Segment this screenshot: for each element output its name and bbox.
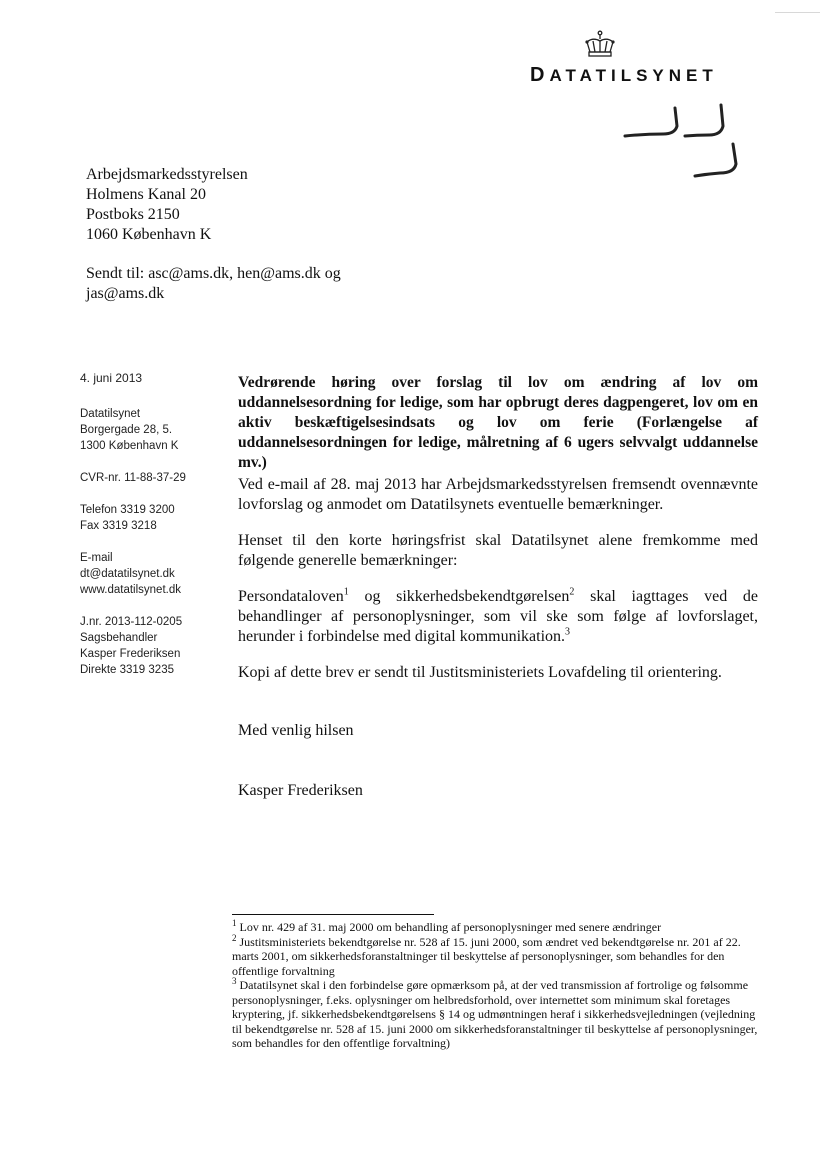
case-handler-name: Kasper Frederiksen	[80, 648, 181, 660]
footnote-ref: 1	[343, 586, 349, 598]
footnotes	[232, 920, 760, 1051]
footnote-number: 3	[232, 976, 237, 986]
footnote-text: Datatilsynet skal i den forbindelse gøre opmærksom på, at der ved transmission af fortrolige og følsomme personoplysninger, f.eks. oplysninger om helbredsforhold, over internettet som minimum skal foretages kryptering, jf. sikkerhedsbekendtgørelsens § 14 og udmøntningen heraf i sikkerhedsvejledningen (vejledning til bekendtgørelse nr. 528 af 15. juni 2000 om sikkerhedsforanstaltninger til beskyttelse af personoplysninger, som behandles for den offentlige forvaltning)	[232, 978, 758, 1050]
footnote	[232, 978, 760, 1051]
brand-marks-icon	[615, 100, 755, 190]
sender-address-line: 1300 København K	[80, 440, 179, 452]
phone-line: Telefon 3319 3200	[80, 504, 175, 516]
body-paragraph: Kopi af dette brev er sendt til Justitsministeriets Lovafdeling til orientering.	[238, 664, 722, 681]
email-address: dt@datatilsynet.dk	[80, 568, 175, 580]
footnote-text: Lov nr. 429 af 31. maj 2000 om behandling af personoplysninger med senere ændringer	[236, 920, 662, 934]
recipient-address	[86, 165, 248, 245]
recipient-line: Holmens Kanal 20	[86, 186, 206, 203]
footnote	[232, 920, 760, 935]
scan-artifact-line	[775, 12, 820, 13]
sent-to-line: jas@ams.dk	[86, 285, 165, 302]
footnote-divider	[232, 914, 434, 915]
case-number: J.nr. 2013-112-0205	[80, 616, 183, 628]
letter-subject: Vedrørende høring over forslag til lov om ændring af lov om uddannelsesordning for ledige, som har opbrugt deres dagpengeret, lov om en aktiv beskæftigelsesindsats og lov om ferie (Forlængelse af uddannelsesordningen for ledige, målretning af 6 ugers selvvalgt uddannelse mv.)	[238, 374, 758, 471]
recipient-line: 1060 København K	[86, 226, 212, 243]
closing-salutation: Med venlig hilsen	[238, 722, 354, 739]
footnote	[232, 932, 760, 979]
footnote-ref: 2	[569, 586, 575, 598]
sender-address-line: Borgergade 28, 5.	[80, 424, 173, 436]
body-text: og sikkerhedsbekendtgørelsen	[348, 588, 570, 605]
contact-block	[80, 550, 230, 598]
body-text: Persondataloven	[238, 588, 344, 605]
direct-phone: Direkte 3319 3235	[80, 664, 174, 676]
recipient-line: Postboks 2150	[86, 206, 180, 223]
website: www.datatilsynet.dk	[80, 584, 181, 596]
footnote-ref: 3	[565, 626, 571, 638]
fax-line: Fax 3319 3218	[80, 520, 157, 532]
email-label: E-mail	[80, 552, 113, 564]
phone-block	[80, 502, 230, 534]
recipient-line: Arbejdsmarkedsstyrelsen	[86, 166, 248, 183]
body-paragraph: Henset til den korte høringsfrist skal Datatilsynet alene fremkomme med følgende generelle bemærkninger:	[238, 532, 758, 569]
sender-address	[80, 406, 230, 454]
body-text: skal iagttages ved de behandlinger af personoplysninger, som vil ske som følge af lovforslaget, herunder i forbindelse med digital kommunikation.	[238, 588, 758, 645]
org-wordmark	[530, 64, 760, 87]
letter-body	[238, 475, 758, 699]
case-block	[80, 614, 230, 678]
sent-to	[86, 264, 386, 304]
letter-date: 4. juni 2013	[80, 371, 143, 385]
cvr-number: CVR-nr. 11-88-37-29	[80, 472, 186, 484]
crown-icon	[582, 30, 618, 60]
wordmark-rest: ATATILSYNET	[549, 66, 718, 85]
body-paragraph: Ved e-mail af 28. maj 2013 har Arbejdsmarkedsstyrelsen fremsendt ovennævnte lovforslag og anmodet om Datatilsynets eventuelle bemærkninger.	[238, 476, 758, 513]
footnote-number: 1	[232, 918, 237, 928]
case-handler-label: Sagsbehandler	[80, 632, 158, 644]
footnote-text: Justitsministeriets bekendtgørelse nr. 528 af 15. juni 2000, som ændret ved bekendtgørelse nr. 201 af 22. marts 2001, om sikkerhedsforanstaltninger til beskyttelse af personoplysninger, som behandles for den offentlige forvaltning	[232, 934, 741, 978]
body-paragraph	[238, 587, 758, 647]
sender-sidebar	[80, 370, 230, 694]
footnote-number: 2	[232, 932, 237, 943]
sent-to-line: Sendt til: asc@ams.dk, hen@ams.dk og	[86, 265, 341, 282]
sender-address-line: Datatilsynet	[80, 408, 141, 420]
signer-name: Kasper Frederiksen	[238, 782, 363, 799]
wordmark-initial: D	[530, 64, 550, 86]
